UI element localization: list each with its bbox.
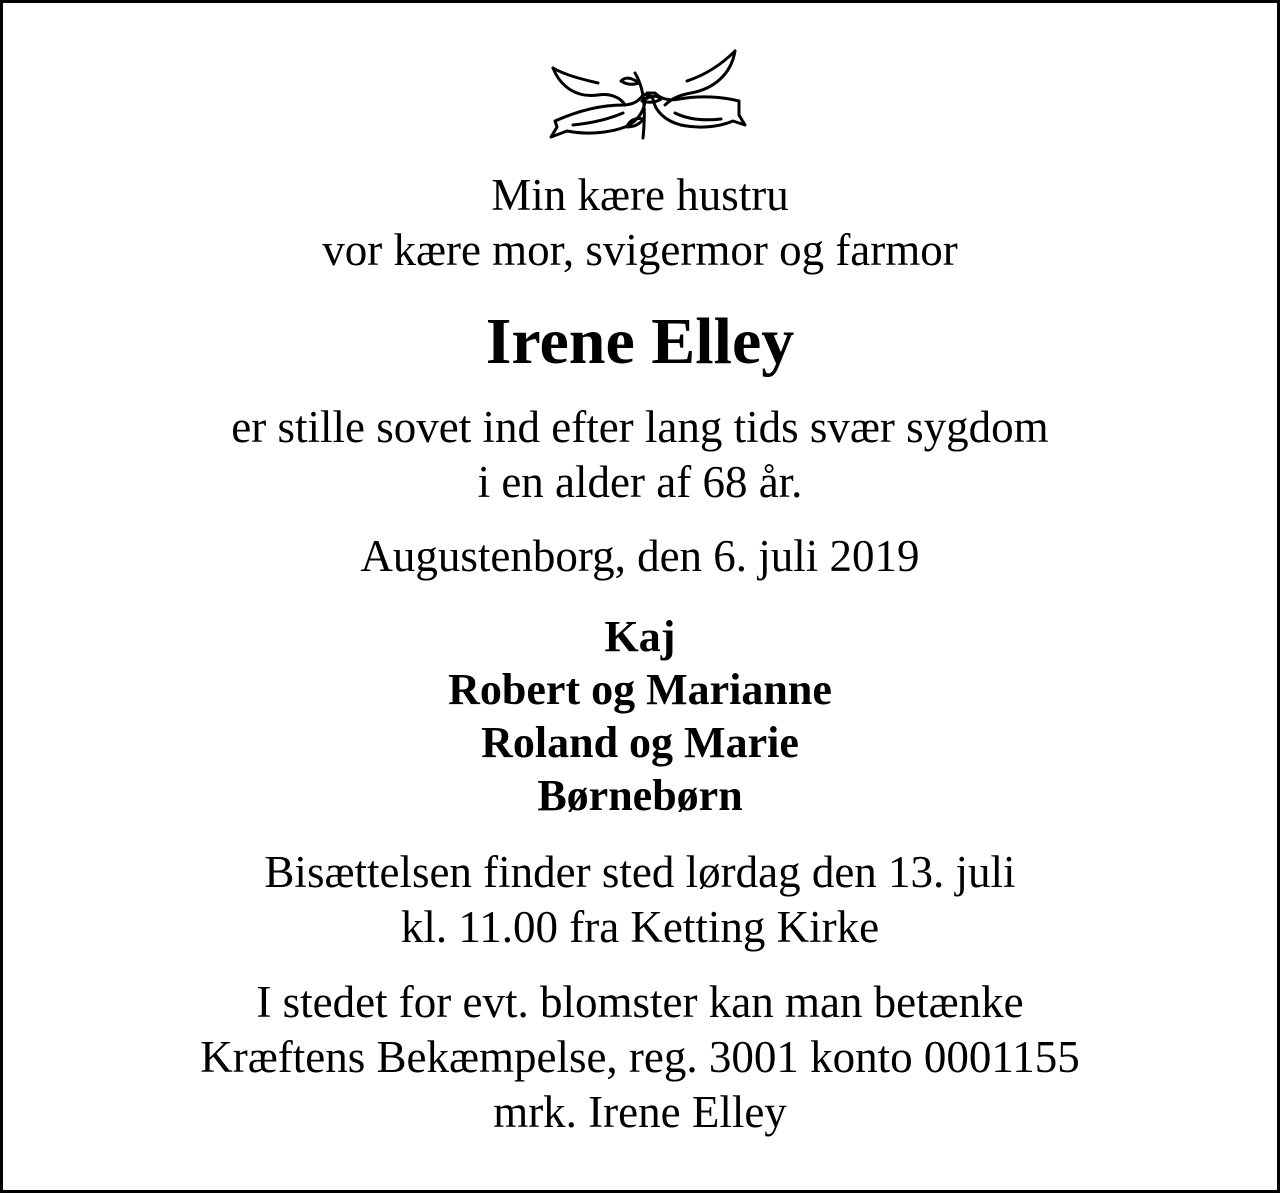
family-member: Robert og Marianne — [448, 665, 832, 714]
announcement-line-1: er stille sovet ind efter lang tids svær sygdom — [231, 402, 1049, 452]
donation-line-2: Kræftens Bekæmpelse, reg. 3001 konto 0001155 — [200, 1032, 1080, 1082]
place-date: Augustenborg, den 6. juli 2019 — [360, 531, 920, 581]
funeral-text — [3, 845, 1277, 955]
announcement-text — [3, 400, 1277, 510]
intro-line-1: Min kære hustru — [491, 170, 789, 220]
announcement-line-2: i en alder af 68 år. — [477, 457, 803, 507]
deceased-name: Irene Elley — [485, 305, 795, 378]
donation-line-3: mrk. Irene Elley — [493, 1087, 787, 1137]
donation-line-1: I stedet for evt. blomster kan man betænke — [256, 977, 1024, 1027]
family-member: Roland og Marie — [481, 718, 799, 767]
doves-with-olive-branch-icon — [543, 43, 748, 153]
donation-text — [3, 975, 1277, 1140]
intro-text — [3, 168, 1277, 278]
funeral-line-1: Bisættelsen finder sted lørdag den 13. juli — [264, 847, 1016, 897]
family-list — [3, 610, 1277, 822]
family-member: Børnebørn — [537, 771, 743, 820]
family-member: Kaj — [604, 612, 676, 661]
intro-line-2: vor kære mor, svigermor og farmor — [322, 225, 958, 275]
funeral-line-2: kl. 11.00 fra Ketting Kirke — [400, 902, 880, 952]
